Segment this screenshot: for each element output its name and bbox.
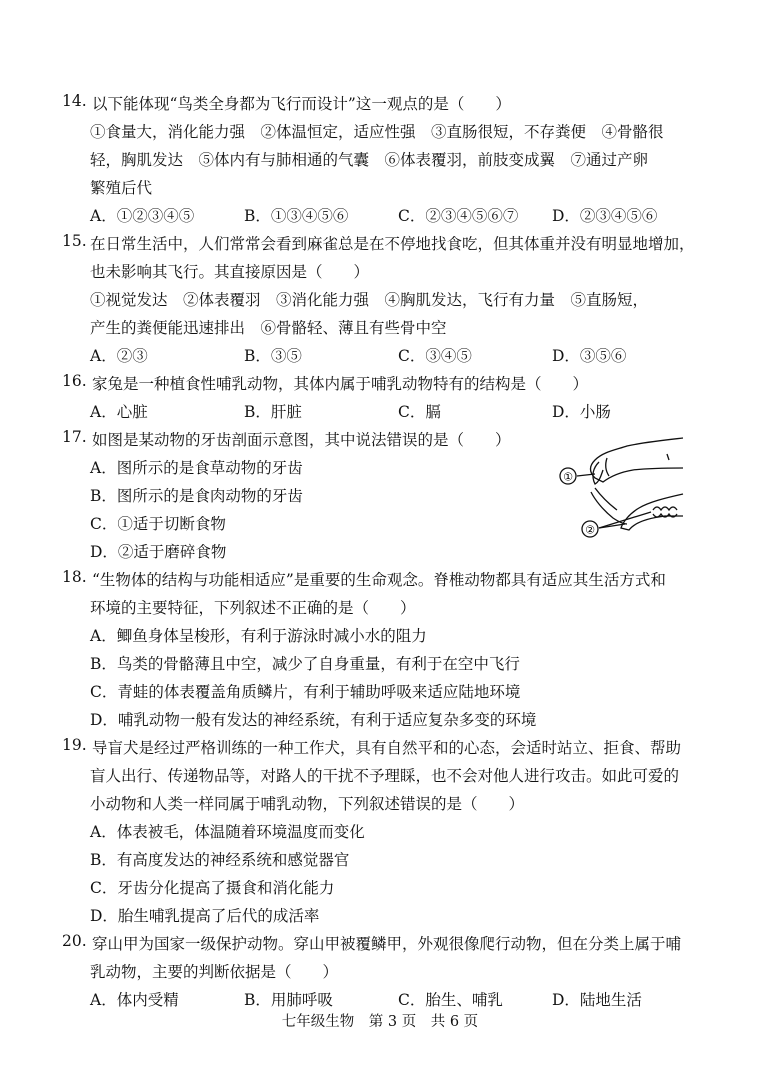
option-c: C．①适于切断食物 <box>90 515 226 533</box>
option-a: A．心脏 <box>90 403 148 421</box>
question-number: 17. <box>62 428 87 446</box>
question-number: 14. <box>62 92 87 110</box>
option-a: A．体表被毛，体温随着环境温度而变化 <box>90 823 365 841</box>
question-stem: “生物体的结构与功能相适应”是重要的生命观念。脊椎动物都具有适应其生活方式和 <box>92 571 666 589</box>
question-stem: 小动物和人类一样同属于哺乳动物，下列叙述错误的是（ ） <box>90 795 525 813</box>
option-d: D．②③④⑤⑥ <box>552 207 658 225</box>
page-footer: 七年级生物 第 3 页 共 6 页 <box>281 1014 479 1030</box>
question-stem: 穿山甲为国家一级保护动物。穿山甲被覆鳞甲，外观很像爬行动物，但在分类上属于哺 <box>92 935 682 953</box>
option-d: D．胎生哺乳提高了后代的成活率 <box>90 907 320 925</box>
option-c: C．膈 <box>398 403 441 421</box>
question-stem: 导盲犬是经过严格训练的一种工作犬，具有自然平和的心态，会适时站立、拒食、帮助 <box>92 739 682 757</box>
option-a: A．图所示的是食草动物的牙齿 <box>90 459 303 477</box>
option-d: D．哺乳动物一般有发达的神经系统，有利于适应复杂多变的环境 <box>90 711 537 729</box>
question-item: 繁殖后代 <box>90 179 153 197</box>
option-b: B．①③④⑤⑥ <box>244 207 349 225</box>
option-b: B．有高度发达的神经系统和感觉器官 <box>90 851 350 869</box>
option-c: C．③④⑤ <box>398 347 472 365</box>
question-stem: 环境的主要特征，下列叙述不正确的是（ ） <box>90 599 416 617</box>
question-number: 16. <box>62 372 87 390</box>
option-c: C．青蛙的体表覆盖角质鳞片，有利于辅助呼吸来适应陆地环境 <box>90 683 521 701</box>
option-b: B．③⑤ <box>244 347 302 365</box>
option-b: B．肝脏 <box>244 403 302 421</box>
question-item: 轻，胸肌发达 ⑤体内有与肺相通的气囊 ⑥体表覆羽，前肢变成翼 ⑦通过产卵 <box>90 151 649 169</box>
teeth-section-figure <box>555 432 685 542</box>
question-item: 产生的粪便能迅速排出 ⑥骨骼轻、薄且有些骨中空 <box>90 319 447 337</box>
figure-label-1: ① <box>563 470 573 484</box>
option-c: C．胎生、哺乳 <box>398 991 503 1009</box>
question-number: 15. <box>62 232 87 250</box>
question-stem: 盲人出行、传递物品等，对路人的干扰不予理睬，也不会对他人进行攻击。如此可爱的 <box>90 767 680 785</box>
question-stem: 在日常生活中，人们常常会看到麻雀总是在不停地找食吃，但其体重并没有明显地增加， <box>90 235 695 253</box>
option-d: D．②适于磨碎食物 <box>90 543 227 561</box>
option-a: A．体内受精 <box>90 991 179 1009</box>
option-c: C．②③④⑤⑥⑦ <box>398 207 519 225</box>
option-b: B．鸟类的骨骼薄且中空，减少了自身重量，有利于在空中飞行 <box>90 655 520 673</box>
option-d: D．小肠 <box>552 403 611 421</box>
option-c: C．牙齿分化提高了摄食和消化能力 <box>90 879 335 897</box>
question-stem: 如图是某动物的牙齿剖面示意图，其中说法错误的是（ ） <box>92 431 511 449</box>
figure-label-2: ② <box>585 523 595 537</box>
option-a: A．①②③④⑤ <box>90 207 195 225</box>
option-d: D．陆地生活 <box>552 991 642 1009</box>
question-stem: 以下能体现“鸟类全身都为飞行而设计”这一观点的是（ ） <box>92 95 511 113</box>
option-b: B．用肺呼吸 <box>244 991 333 1009</box>
option-d: D．③⑤⑥ <box>552 347 627 365</box>
question-number: 20. <box>62 932 87 950</box>
question-number: 18. <box>62 568 87 586</box>
option-b: B．图所示的是食肉动物的牙齿 <box>90 487 303 505</box>
question-item: ①食量大，消化能力强 ②体温恒定，适应性强 ③直肠很短，不存粪便 ④骨骼很 <box>90 123 664 141</box>
question-item: ①视觉发达 ②体表覆羽 ③消化能力强 ④胸肌发达，飞行有力量 ⑤直肠短， <box>90 291 649 309</box>
question-stem: 也未影响其飞行。其直接原因是（ ） <box>90 263 370 281</box>
question-stem: 乳动物，主要的判断依据是（ ） <box>90 963 339 981</box>
question-stem: 家兔是一种植食性哺乳动物，其体内属于哺乳动物特有的结构是（ ） <box>92 375 589 393</box>
question-number: 19. <box>62 736 87 754</box>
option-a: A．鲫鱼身体呈梭形，有利于游泳时减小水的阻力 <box>90 627 427 645</box>
option-a: A．②③ <box>90 347 148 365</box>
